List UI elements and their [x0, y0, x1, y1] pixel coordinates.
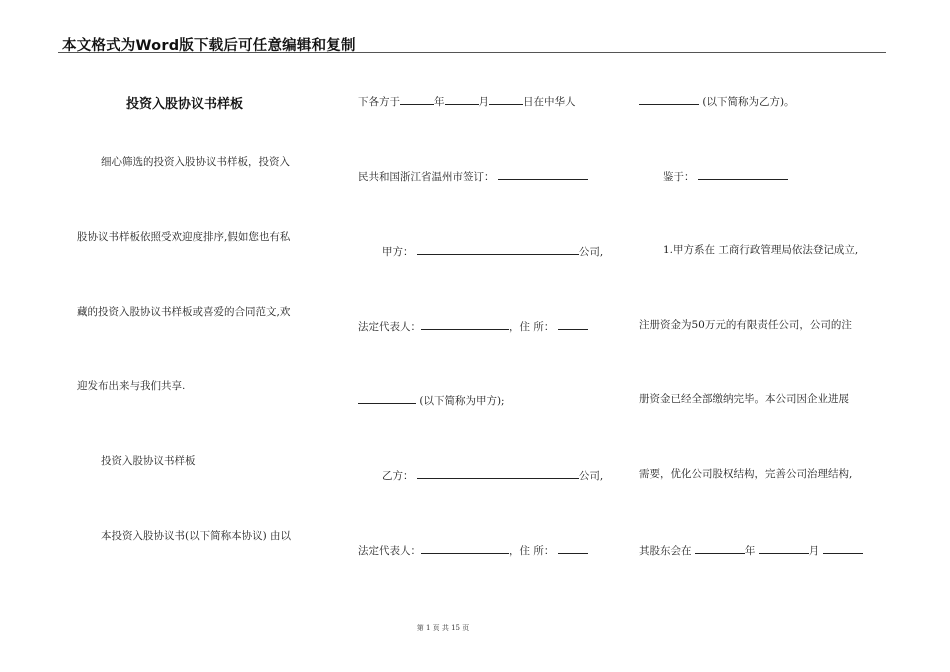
recital-line-3: 册资金已经全部缴纳完毕。本公司因企业进展 [639, 393, 849, 405]
intro-line-3: 藏的投资入股协议书样板或喜爱的合同范文,欢 [77, 306, 291, 318]
party-a-representative-line: 法定代表人： ，住 所： [358, 318, 588, 334]
header-divider [58, 52, 886, 53]
blank-party-b-name [639, 93, 699, 105]
blank-party-b-company [417, 467, 579, 479]
recital-line-1: 1.甲方系在 工商行政管理局依法登记成立, [663, 244, 859, 256]
format-banner: 本文格式为Word版下载后可任意编辑和复制 [62, 38, 356, 54]
blank-month [445, 93, 479, 105]
page-footer: 第 1 页 共 15 页 [416, 624, 470, 632]
blank-party-b-address [558, 542, 588, 554]
shareholder-meeting-line: 其股东会在 年 月 [639, 542, 863, 558]
document-title: 投资入股协议书样板 [126, 97, 244, 112]
blank-signing [498, 168, 588, 180]
intro-line-2: 股协议书样板依照受欢迎度排序,假如您也有私 [77, 231, 291, 243]
blank-party-a-representative [421, 318, 509, 330]
blank-party-a-address [558, 318, 588, 330]
blank-party-a-name [358, 392, 416, 404]
blank-meeting-year [695, 542, 745, 554]
intro-line-4: 迎发布出来与我们共享. [77, 380, 186, 392]
blank-party-a-company [417, 243, 579, 255]
whereas-line: 鉴于： [663, 168, 788, 184]
signing-date-line: 下各方于 年 月 日在中华人 [358, 93, 576, 109]
blank-whereas [698, 168, 788, 180]
recital-line-4: 需要，优化公司股权结构，完善公司治理结构, [639, 468, 853, 480]
blank-year [400, 93, 434, 105]
blank-meeting-day [823, 542, 863, 554]
recital-line-2: 注册资金为50万元的有限责任公司，公司的注 [639, 319, 852, 331]
party-b-line: 乙方： 公司, [382, 467, 603, 483]
party-a-line: 甲方： 公司, [382, 243, 603, 259]
blank-party-b-representative [421, 542, 509, 554]
party-b-representative-line: 法定代表人： ，住 所： [358, 542, 588, 558]
blank-day [489, 93, 523, 105]
intro-line-1: 细心筛选的投资入股协议书样板，投资入 [101, 156, 290, 168]
agreement-intro-line: 本投资入股协议书(以下简称本协议) 由以 [101, 530, 292, 542]
signing-place-line: 民共和国浙江省温州市签订： [358, 168, 588, 184]
subheading: 投资入股协议书样板 [101, 455, 196, 467]
party-b-abbrev-line: (以下简称为乙方)。 [639, 93, 795, 109]
blank-meeting-month [759, 542, 809, 554]
party-a-abbrev-line: (以下简称为甲方); [358, 392, 505, 408]
